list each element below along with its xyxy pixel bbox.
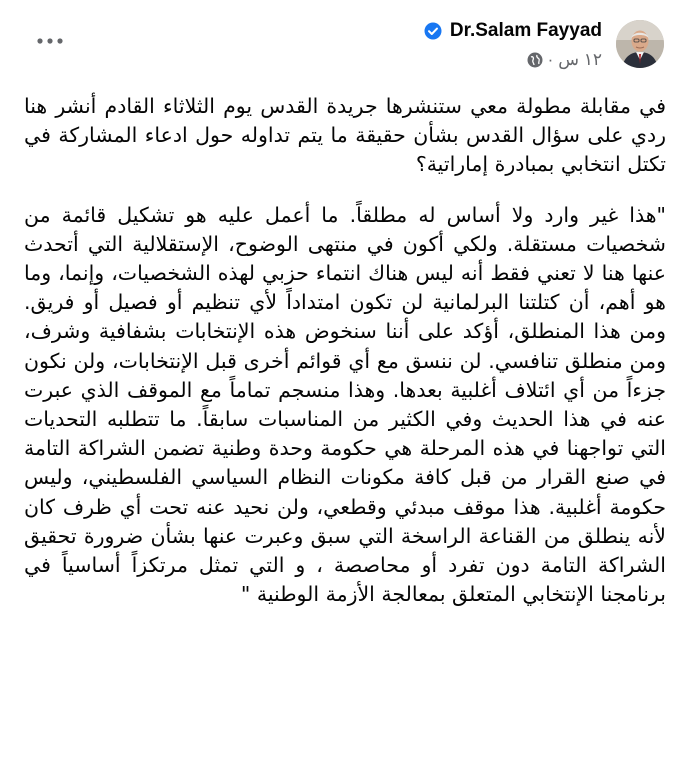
profile-photo <box>616 20 664 68</box>
post-meta <box>527 50 602 70</box>
avatar[interactable] <box>616 20 664 68</box>
post-body <box>24 92 666 630</box>
post-paragraph-quote: "هذا غير وارد ولا أساس له مطلقاً. ما أعمل عليه هو تشكيل قائمة من شخصيات مستقلة. ولكي أكون في منتهى الوضوح، الإستقلالية التي أتحدث عنها هنا لا تعني فقط أنه ليس هناك انتماء حزبي لهذه الشخصيات، وإنما، وما هو أهم، أن كتلتنا البرلمانية لن تكون امتداداً لأي تنظيم أو فصيل أو فريق. ومن هذا المنطلق، أؤكد على أننا سنخوض هذه الإنتخابات بشفافية وشرف، ومن منطلق تنافسي. لن ننسق مع أي قوائم أخرى قبل الإنتخابات، ولن نكون جزءاً من أي ائتلاف أغلبية بعدها. وهذا منسجم تماماً مع الموقف الذي عبرت عنه في هذا الحديث وفي الكثير من المناسبات سابقاً. ما تتطلبه التحديات التي تواجهنا في هذه المرحلة هي حكومة وحدة وطنية تضمن الشراكة التامة في صنع القرار من قبل كافة مكونات النظام السياسي الفلسطيني، وليس حكومة أغلبية. هذا موقف مبدئي وقطعي، ولن نحيد عنه تحت أي ظرف كان لأنه ينطلق من القناعة الراسخة التي سبق وعبرت عنها بشأن ضرورة تحقيق الشراكة التامة دون تفرد أو محاصصة ، و التي تمثل مرتكزاً أساسياً في برنامجنا الإنتخابي المتعلق بمعالجة الأزمة الوطنية " <box>24 202 666 607</box>
author-name-row <box>420 20 602 42</box>
post-header <box>0 14 688 78</box>
post-timestamp[interactable]: ١٢ س <box>558 50 602 69</box>
globe-icon[interactable] <box>527 52 543 68</box>
meta-separator: · <box>547 50 554 69</box>
more-options-button[interactable] <box>32 26 68 56</box>
author-name[interactable]: Dr.Salam Fayyad <box>449 20 602 41</box>
verified-badge-icon <box>424 22 442 40</box>
post-paragraph-intro: في مقابلة مطولة معي ستنشرها جريدة القدس يوم الثلاثاء القادم أنشر هنا ردي على سؤال القدس بشأن حقيقة ما يتم تداوله حول ادعاء المشاركة في تكتل انتخابي بمبادرة إماراتية؟ <box>24 94 666 177</box>
more-options-icon <box>36 37 64 45</box>
